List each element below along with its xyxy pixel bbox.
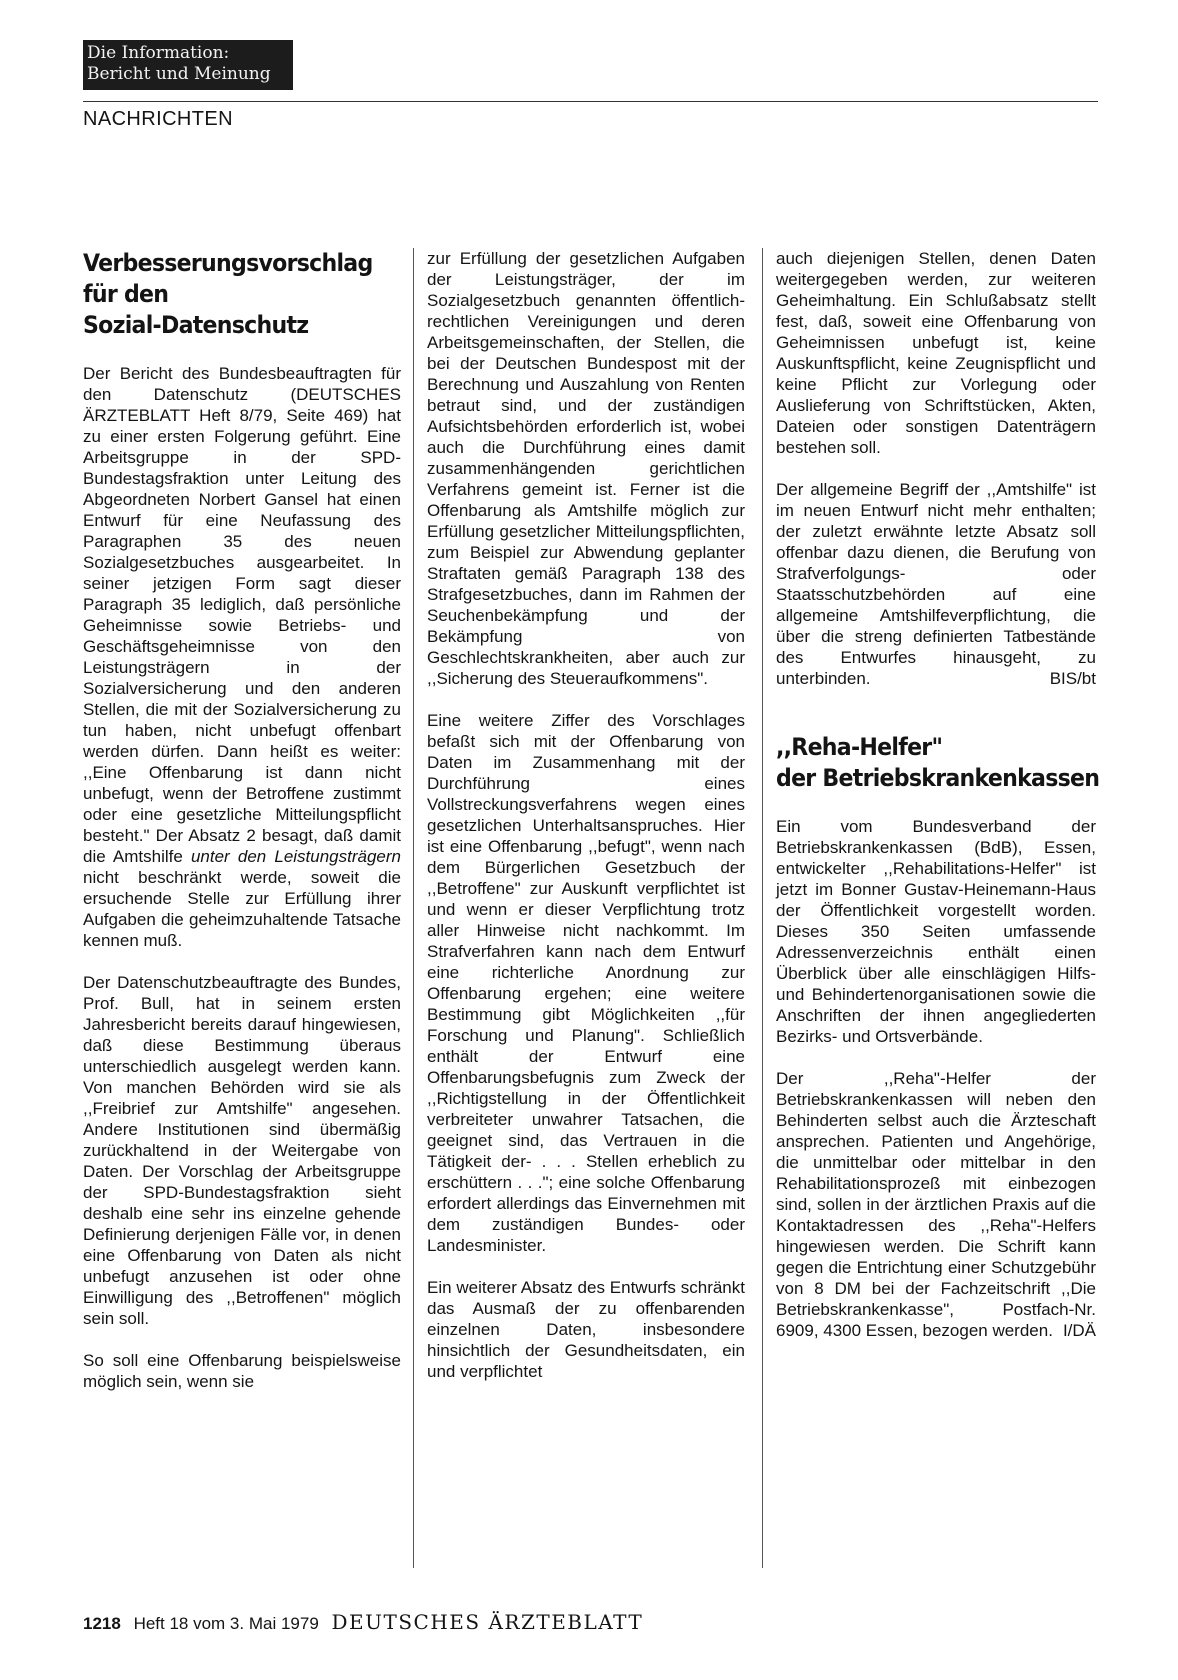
article1-headline xyxy=(83,248,376,341)
article2-signature: I/DÄ xyxy=(1062,1321,1096,1340)
journal-name: DEUTSCHES ÄRZTEBLATT xyxy=(331,1610,644,1634)
article1-signature: BIS/bt xyxy=(1049,669,1096,688)
article1-paragraph-8 xyxy=(776,479,1096,689)
article1-paragraph-6: Ein weiterer Absatz des Entwurfs schränkt das Ausmaß der zu offenbarenden einzelnen Daten, insbesondere hinsichtlich der Gesundheitsdaten, ein und verpflichtet xyxy=(427,1278,745,1381)
article1-p8-text: Der allgemeine Begriff der ,,Amtshilfe" ist im neuen Entwurf nicht mehr enthalten; der zuletzt erwähnte letzte Absatz soll offenbar dazu dienen, die Berufung von Strafverfolgungs- oder Staatsschutzbehörden auf eine allgemeine Amtshilfeverpflichtung, die über die streng definierten Tatbestände des Entwurfes hinausgeht, zu unterbinden. xyxy=(776,480,1096,688)
article2-headline-line2: der Betriebskrankenkassen xyxy=(776,764,1100,792)
article1-headline-line1: Verbesserungsvorschlag xyxy=(83,249,373,277)
article2-headline xyxy=(776,732,1100,794)
issue-info: Heft 18 vom 3. Mai 1979 xyxy=(133,1614,319,1633)
column-1 xyxy=(83,248,401,1413)
page-footer xyxy=(83,1610,643,1634)
article1-p1-italic: unter den Leistungsträgern xyxy=(190,847,401,866)
article1-paragraph-7: auch diejenigen Stellen, denen Daten weitergegeben werden, zur weiteren Geheimhaltung. Ein Schlußabsatz stellt fest, daß, soweit eine Offenbarung von Geheimnissen unbefugt ist, keine Auskunftspflicht, keine Zeugnispflicht und keine Pflicht zur Vorlegung oder Auslieferung von Schriftstücken, Akten, Dateien oder sonstigen Datenträgern bestehen soll. xyxy=(776,249,1096,457)
article1-headline-line3: Sozial-Datenschutz xyxy=(83,311,309,339)
column-2 xyxy=(427,248,745,1403)
article2-p2-text: Der ,,Reha"-Helfer der Betriebskrankenkassen will neben den Behinderten selbst auch die Ärzteschaft ansprechen. Patienten und Angehörige, die unmittelbar oder mittelbar in den Rehabilitationsprozeß mit einbezogen sind, sollen in der ärztlichen Praxis auf die Kontaktadressen des ,,Reha"-Helfers hingewiesen werden. Die Schrift kann gegen die Entrichtung einer Schutzgebühr von 8 DM bei der Fachzeitschrift ,,Die Betriebskrankenkasse", Postfach-Nr. 6909, 4300 Essen, bezogen werden. xyxy=(776,1069,1096,1340)
article1-p1-text-a: Der Bericht des Bundesbeauftragten für den Datenschutz (DEUTSCHES ÄRZTEBLATT Heft 8/79, Seite 469) hat zu einer ersten Folgerung geführt. Eine Arbeitsgruppe in der SPD-Bundestagsfraktion unter Leitung des Abgeordneten Norbert Gansel hat einen Entwurf für eine Neufassung des Paragraphen 35 des neuen Sozialgesetzbuches ausgearbeitet. In seiner jetzigen Form sagt dieser Paragraph 35 lediglich, daß persönliche Geheimnisse sowie Betriebs- und Geschäftsgeheimnisse von den Leistungsträgern in der Sozialversicherung und den anderen Stellen, die mit der Sozialversicherung zu tun haben, nicht unbefugt offenbart werden dürfen. Dann heißt es weiter: ,,Eine Offenbarung ist dann nicht unbefugt, wenn der Betroffene zustimmt oder eine gesetzliche Mitteilungspflicht besteht." Der Absatz 2 besagt, daß damit die Amtshilfe xyxy=(83,364,401,866)
article1-paragraph-2: Der Datenschutzbeauftragte des Bundes, Prof. Bull, hat in seinem ersten Jahresbericht bereits darauf hingewiesen, daß diese Bestimmung überaus unterschiedlich ausgelegt werden kann. Von manchen Behörden wird sie als ,,Freibrief zur Amtshilfe" angesehen. Andere Institutionen sind übermäßig zurückhaltend in der Weitergabe von Daten. Der Vorschlag der Arbeitsgruppe der SPD-Bundestagsfraktion sieht deshalb eine sehr ins einzelne gehende Definierung derjenigen Fälle vor, in denen eine Offenbarung von Daten als nicht unbefugt anzusehen ist oder ohne Einwilligung des ,,Betroffenen" möglich sein soll. xyxy=(83,973,401,1328)
article2-paragraph-1: Ein vom Bundesverband der Betriebskrankenkassen (BdB), Essen, entwickelter ,,Rehabilitations-Helfer" ist jetzt im Bonner Gustav-Heinemann-Haus der Öffentlichkeit vorgestellt worden. Dieses 350 Seiten umfassende Adressenverzeichnis enthält einen Überblick über alle einschlägigen Hilfs- und Behindertenorganisationen sowie die Anschriften der ihnen angegliederten Bezirks- und Ortsverbände. xyxy=(776,817,1096,1046)
article1-paragraph-3: So soll eine Offenbarung beispielsweise möglich sein, wenn sie xyxy=(83,1351,401,1391)
article1-paragraph-4: zur Erfüllung der gesetzlichen Aufgaben der Leistungsträger, der im Sozialgesetzbuch genannten öffentlich-rechtlichen Vereinigungen und deren Arbeitsgemeinschaften, der Stellen, die bei der Deutschen Bundespost mit der Berechnung und Auszahlung von Renten betraut sind, und der zuständigen Aufsichtsbehörden erforderlich ist, wobei auch die Durchführung eines damit zusammenhängenden gerichtlichen Verfahrens gemeint ist. Ferner ist die Offenbarung als Amtshilfe möglich zur Erfüllung gesetzlicher Mitteilungspflichten, zum Beispiel zur Abwendung geplanter Straftaten gemäß Paragraph 138 des Strafgesetzbuches, dann im Rahmen der Seuchenbekämpfung und der Bekämpfung von Geschlechtskrankheiten, aber auch zur ,,Sicherung des Steueraufkommens". xyxy=(427,249,745,688)
category-label: NACHRICHTEN xyxy=(83,108,233,130)
article1-p1-text-b: nicht beschränkt werde, soweit die ersuchende Stelle zur Erfüllung ihrer Aufgaben die geheimzuhaltende Tatsache kennen muß. xyxy=(83,868,401,950)
header-rule xyxy=(83,101,1098,102)
column-divider-2 xyxy=(762,248,763,1568)
section-label-line2: Bericht und Meinung xyxy=(87,64,271,84)
article2-paragraph-2 xyxy=(776,1068,1096,1341)
column-divider-1 xyxy=(413,248,414,1568)
column-3 xyxy=(776,248,1100,1362)
article1-paragraph-5: Eine weitere Ziffer des Vorschlages befaßt sich mit der Offenbarung von Daten im Zusammenhang mit der Durchführung eines Vollstreckungsverfahrens wegen eines gesetzlichen Unterhaltsanspruches. Hier ist eine Offenbarung ,,befugt", wenn nach dem Bürgerlichen Gesetzbuch der ,,Betroffene" zur Auskunft verpflichtet ist und wenn er dieser Verpflichtung trotz aller Hinweise nicht nachkommt. Im Strafverfahren kann nach dem Entwurf eine richterliche Anordnung zur Offenbarung ergehen; eine weitere Bestimmung gibt Möglichkeiten ,,für Forschung und Planung". Schließlich enthält der Entwurf eine Offenbarungsbefugnis zum Zweck der ,,Richtigstellung in der Öffentlichkeit verbreiteter unwahrer Tatsachen, die geeignet sind, das Vertrauen in die Tätigkeit der- . . . Stellen erheblich zu erschüttern . . ."; eine solche Offenbarung erfordert allerdings das Einvernehmen mit dem zuständigen Bundes- oder Landesminister. xyxy=(427,711,745,1255)
page-number: 1218 xyxy=(83,1614,121,1633)
section-label-box xyxy=(83,40,293,90)
article1-paragraph-1 xyxy=(83,363,401,951)
article1-headline-line2: für den xyxy=(83,280,169,308)
article2-headline-line1: ,,Reha-Helfer" xyxy=(776,733,943,761)
section-label-line1: Die Information: xyxy=(87,43,230,63)
